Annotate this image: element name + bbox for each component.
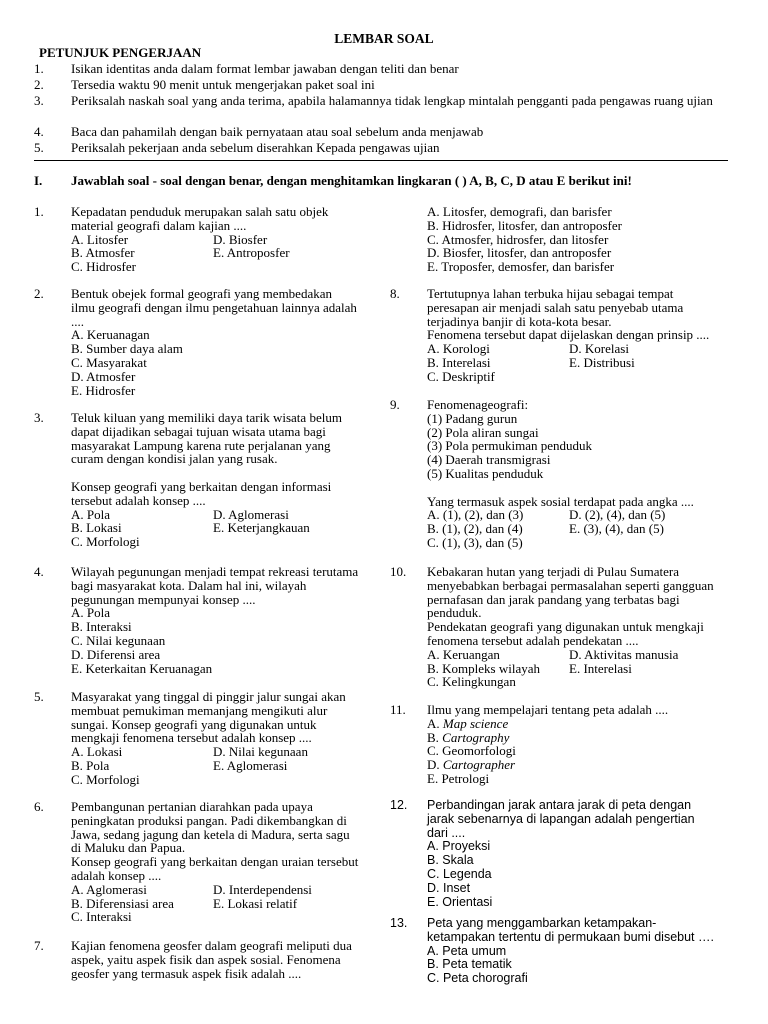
answer-option[interactable]: E. Keterjangkauan	[213, 520, 310, 536]
question-number: 1.	[34, 204, 44, 219]
question-number: 3.	[34, 410, 44, 425]
question-text: ilmu geografi dengan ilmu pengetahuan lainnya adalah	[71, 299, 357, 315]
question-body	[427, 205, 737, 274]
question-text: Bentuk obejek formal geografi yang membedakan	[71, 286, 332, 301]
answer-option[interactable]: E. Interelasi	[569, 660, 632, 676]
question-text: mengkaji fenomena tersebut adalah konsep ....	[71, 730, 312, 746]
answer-option[interactable]: C. Masyarakat	[71, 354, 147, 370]
question-text: geosfer yang termasuk aspek fisik adalah ....	[71, 965, 302, 981]
question-text: peningkatan produksi pangan. Padi dikembangkan di	[71, 812, 347, 828]
answer-option[interactable]: E. Troposfer, demosfer, dan barisfer	[427, 259, 615, 275]
answer-option[interactable]: E. Antroposfer	[213, 245, 290, 261]
answer-option[interactable]: E. Lokasi relatif	[213, 895, 298, 911]
answer-option[interactable]: B. Cartography	[427, 729, 510, 745]
question-text: material geografi dalam kajian ....	[71, 217, 247, 233]
question-number: 5.	[34, 689, 44, 704]
answer-option[interactable]: A. Lokasi	[71, 744, 123, 760]
answer-option[interactable]: B. Kompleks wilayah	[427, 660, 541, 676]
answer-option[interactable]: B. Diferensiasi area	[71, 895, 174, 911]
question-text: (5) Kualitas penduduk	[427, 465, 544, 481]
question-body	[427, 565, 737, 689]
question-text: Pendekatan geografi yang digunakan untuk mengkaji	[427, 619, 704, 635]
answer-option[interactable]: D. Diferensi area	[71, 646, 161, 662]
answer-option[interactable]: A. Map science	[427, 715, 509, 731]
question-text: Jawa, sedang jagung dan ketela di Madura, serta sagu	[71, 826, 350, 842]
question-text	[427, 481, 737, 495]
question-text: Tertutupnya lahan terbuka hijau sebagai tempat	[427, 286, 674, 301]
question-number: 13.	[390, 916, 408, 930]
answer-option[interactable]: D. Aktivitas manusia	[569, 646, 679, 662]
question-number: 10.	[390, 564, 407, 579]
answer-option[interactable]: C. Atmosfer, hidrosfer, dan litosfer	[427, 231, 609, 247]
question-number: 9.	[390, 397, 400, 412]
question-text: (4) Daerah transmigrasi	[427, 452, 551, 468]
answer-option[interactable]: C. Hidrosfer	[71, 259, 136, 275]
answer-options	[427, 648, 737, 689]
question-text: aspek, yaitu aspek fisik dan aspek sosial. Fenomena	[71, 951, 341, 967]
answer-option[interactable]: A. Korologi	[427, 341, 490, 357]
answer-option[interactable]: C. Interaksi	[71, 909, 132, 925]
question-number: 11.	[390, 702, 406, 717]
question-text: di Maluku dan Papua.	[71, 840, 186, 856]
question-text: Yang termasuk aspek sosial terdapat pada angka ....	[427, 493, 694, 509]
answer-option[interactable]: C. (1), (3), dan (5)	[427, 534, 523, 550]
answer-options	[427, 840, 737, 909]
answer-option[interactable]: B. Peta tematik	[427, 957, 512, 972]
question-text: tersebut adalah konsep ....	[71, 492, 206, 508]
question-text: pernafasan dan jarak pandang yang terbatas bagi	[427, 591, 680, 607]
instructions-heading: PETUNJUK PENGERJAAN	[39, 45, 202, 60]
answer-option[interactable]: D. Cartographer	[427, 757, 516, 773]
answer-option[interactable]: E. Orientasi	[427, 894, 493, 909]
question-body	[71, 939, 381, 980]
divider	[34, 160, 728, 161]
answer-option[interactable]: A. Litosfer, demografi, dan barisfer	[427, 204, 612, 219]
question-body	[71, 690, 381, 787]
question-text: (1) Padang gurun	[427, 410, 518, 426]
question-text	[71, 466, 381, 480]
answer-option[interactable]: D. Atmosfer	[71, 368, 136, 384]
answer-option[interactable]: A. Litosfer	[71, 231, 129, 247]
question-text: fenomena tersebut adalah pendekatan ....	[427, 632, 639, 648]
question-text: Wilayah pegunungan menjadi tempat rekreasi terutama	[71, 564, 359, 579]
answer-option[interactable]: E. (3), (4), dan (5)	[569, 521, 664, 537]
answer-option[interactable]: C. Peta chorografi	[427, 971, 528, 986]
answer-option[interactable]: D. Korelasi	[569, 341, 629, 357]
question-body	[427, 703, 737, 786]
question-text: (2) Pola aliran sungai	[427, 424, 539, 440]
answer-options	[427, 717, 737, 786]
question-text: Masyarakat yang tinggal di pinggir jalur sungai akan	[71, 689, 346, 704]
question-text: masyarakat Lampung karena rute perjalanan yang	[71, 437, 331, 453]
section-heading: I. Jawablah soal - soal dengan benar, dengan menghitamkan lingkaran ( ) A, B, C, D atau E berikut ini!	[34, 173, 632, 188]
answer-option[interactable]: D. Aglomerasi	[213, 506, 289, 522]
question-text: pegunungan mempunyai konsep ....	[71, 591, 256, 607]
answer-option[interactable]: C. Deskriptif	[427, 368, 495, 384]
answer-option[interactable]: A. Pola	[71, 506, 110, 522]
answer-options	[427, 342, 737, 383]
question-text: adalah konsep ....	[71, 867, 162, 883]
answer-option[interactable]: A. Keruanagan	[71, 327, 150, 343]
answer-option[interactable]: E. Distribusi	[569, 354, 635, 370]
question-text: penduduk.	[427, 605, 482, 621]
answer-option[interactable]: B. Lokasi	[71, 520, 122, 536]
question-text: ketampakan tertentu di permukaan bumi disebut ….	[427, 929, 714, 944]
answer-option[interactable]: C. Geomorfologi	[427, 743, 516, 759]
answer-option[interactable]: B. (1), (2), dan (4)	[427, 521, 523, 537]
answer-option[interactable]: B. Interelasi	[427, 354, 491, 370]
question-text: Kebakaran hutan yang terjadi di Pulau Sumatera	[427, 564, 679, 579]
question-text: Kajian fenomena geosfer dalam geografi meliputi dua	[71, 938, 352, 953]
question-text: ....	[71, 313, 84, 329]
answer-option[interactable]: E. Aglomerasi	[213, 757, 288, 773]
question-text: bagi masyarakat kota. Dalam hal ini, wilayah	[71, 577, 307, 593]
question-body	[427, 398, 737, 550]
question-body	[71, 565, 381, 675]
answer-option[interactable]: B. Skala	[427, 853, 474, 868]
answer-option[interactable]: E. Hidrosfer	[71, 382, 136, 398]
question-text: dapat dijadikan sebagai tujuan wisata utama bagi	[71, 423, 326, 439]
question-text: sungai. Konsep geografi yang digunakan untuk	[71, 716, 317, 732]
question-text: membuat pemukiman memanjang mengikuti alur	[71, 702, 328, 718]
answer-option[interactable]: A. Pola	[71, 605, 110, 621]
answer-option[interactable]: D. (2), (4), dan (5)	[569, 507, 666, 523]
answer-option[interactable]: B. Hidrosfer, litosfer, dan antroposfer	[427, 217, 622, 233]
question-text: terjadinya banjir di kota-kota besar.	[427, 313, 612, 329]
question-body	[427, 799, 737, 909]
question-body	[71, 800, 381, 924]
question-text: Konsep geografi yang berkaitan dengan informasi	[71, 478, 332, 494]
question-number: 7.	[34, 938, 44, 953]
answer-option[interactable]: A. Keruangan	[427, 646, 500, 662]
answer-option[interactable]: D. Nilai kegunaan	[213, 744, 308, 760]
answer-option[interactable]: B. Interaksi	[71, 619, 132, 635]
answer-option[interactable]: C. Kelingkungan	[427, 674, 516, 690]
question-number: 8.	[390, 286, 400, 301]
answer-option[interactable]: C. Morfologi	[71, 771, 140, 787]
answer-option[interactable]: E. Keterkaitan Keruanagan	[71, 660, 213, 676]
page-title: LEMBAR SOAL	[334, 31, 434, 46]
answer-option[interactable]: A. Proyeksi	[427, 839, 491, 854]
answer-option[interactable]: A. (1), (2), dan (3)	[427, 507, 524, 523]
answer-option[interactable]: A. Peta umum	[427, 943, 507, 958]
answer-option[interactable]: C. Nilai kegunaan	[71, 632, 166, 648]
answer-option[interactable]: B. Pola	[71, 757, 110, 773]
answer-option[interactable]: A. Aglomerasi	[71, 881, 147, 897]
answer-options	[71, 233, 381, 274]
question-body	[71, 287, 381, 397]
question-body	[71, 205, 381, 274]
answer-option[interactable]: C. Legenda	[427, 866, 492, 881]
question-text: Perbandingan jarak antara jarak di peta dengan	[427, 798, 692, 812]
answer-option[interactable]: D. Inset	[427, 880, 471, 895]
question-text: curam dengan kondisi jalan yang rusak.	[71, 451, 278, 467]
answer-options	[427, 945, 737, 986]
answer-option[interactable]: D. Interdependensi	[213, 881, 312, 897]
question-body	[427, 917, 737, 986]
question-text: Fenomenageografi:	[427, 397, 529, 412]
question-text: Konsep geografi yang berkaitan dengan uraian tersebut	[71, 854, 359, 870]
question-body	[427, 287, 737, 384]
question-number: 4.	[34, 564, 44, 579]
question-text: menyebabkan berbagai permasalahan seperti gangguan	[427, 577, 714, 593]
answer-options	[71, 508, 381, 549]
answer-options	[427, 205, 737, 274]
question-text: peresapan air menjadi salah satu penyebab utama	[427, 299, 684, 315]
answer-option[interactable]: E. Petrologi	[427, 770, 490, 786]
answer-option[interactable]: D. Biosfer, litosfer, dan antroposfer	[427, 245, 612, 261]
answer-options	[71, 606, 381, 675]
answer-options	[71, 883, 381, 924]
answer-option[interactable]: D. Biosfer	[213, 231, 268, 247]
question-text: Kepadatan penduduk merupakan salah satu objek	[71, 204, 329, 219]
question-number: 2.	[34, 286, 44, 301]
answer-option[interactable]: B. Atmosfer	[71, 245, 135, 261]
question-number: 6.	[34, 799, 44, 814]
question-text: Fenomena tersebut dapat dijelaskan dengan prinsip ....	[427, 327, 710, 343]
question-text: (3) Pola permukiman penduduk	[427, 438, 592, 454]
question-text: Teluk kiluan yang memiliki daya tarik wisata belum	[71, 410, 342, 425]
answer-options	[71, 745, 381, 786]
answer-option[interactable]: C. Morfologi	[71, 534, 140, 550]
answer-options	[71, 328, 381, 397]
answer-options	[427, 508, 737, 549]
question-number: 12.	[390, 798, 408, 812]
question-text: Pembangunan pertanian diarahkan pada upaya	[71, 799, 313, 814]
answer-option[interactable]: B. Sumber daya alam	[71, 341, 183, 357]
question-body	[71, 411, 381, 549]
question-text: Ilmu yang mempelajari tentang peta adalah ....	[427, 702, 669, 717]
question-text: jarak sebenarnya di lapangan adalah pengertian	[427, 811, 695, 826]
question-text: Peta yang menggambarkan ketampakan-	[427, 916, 657, 930]
question-text: dari ....	[427, 825, 466, 840]
